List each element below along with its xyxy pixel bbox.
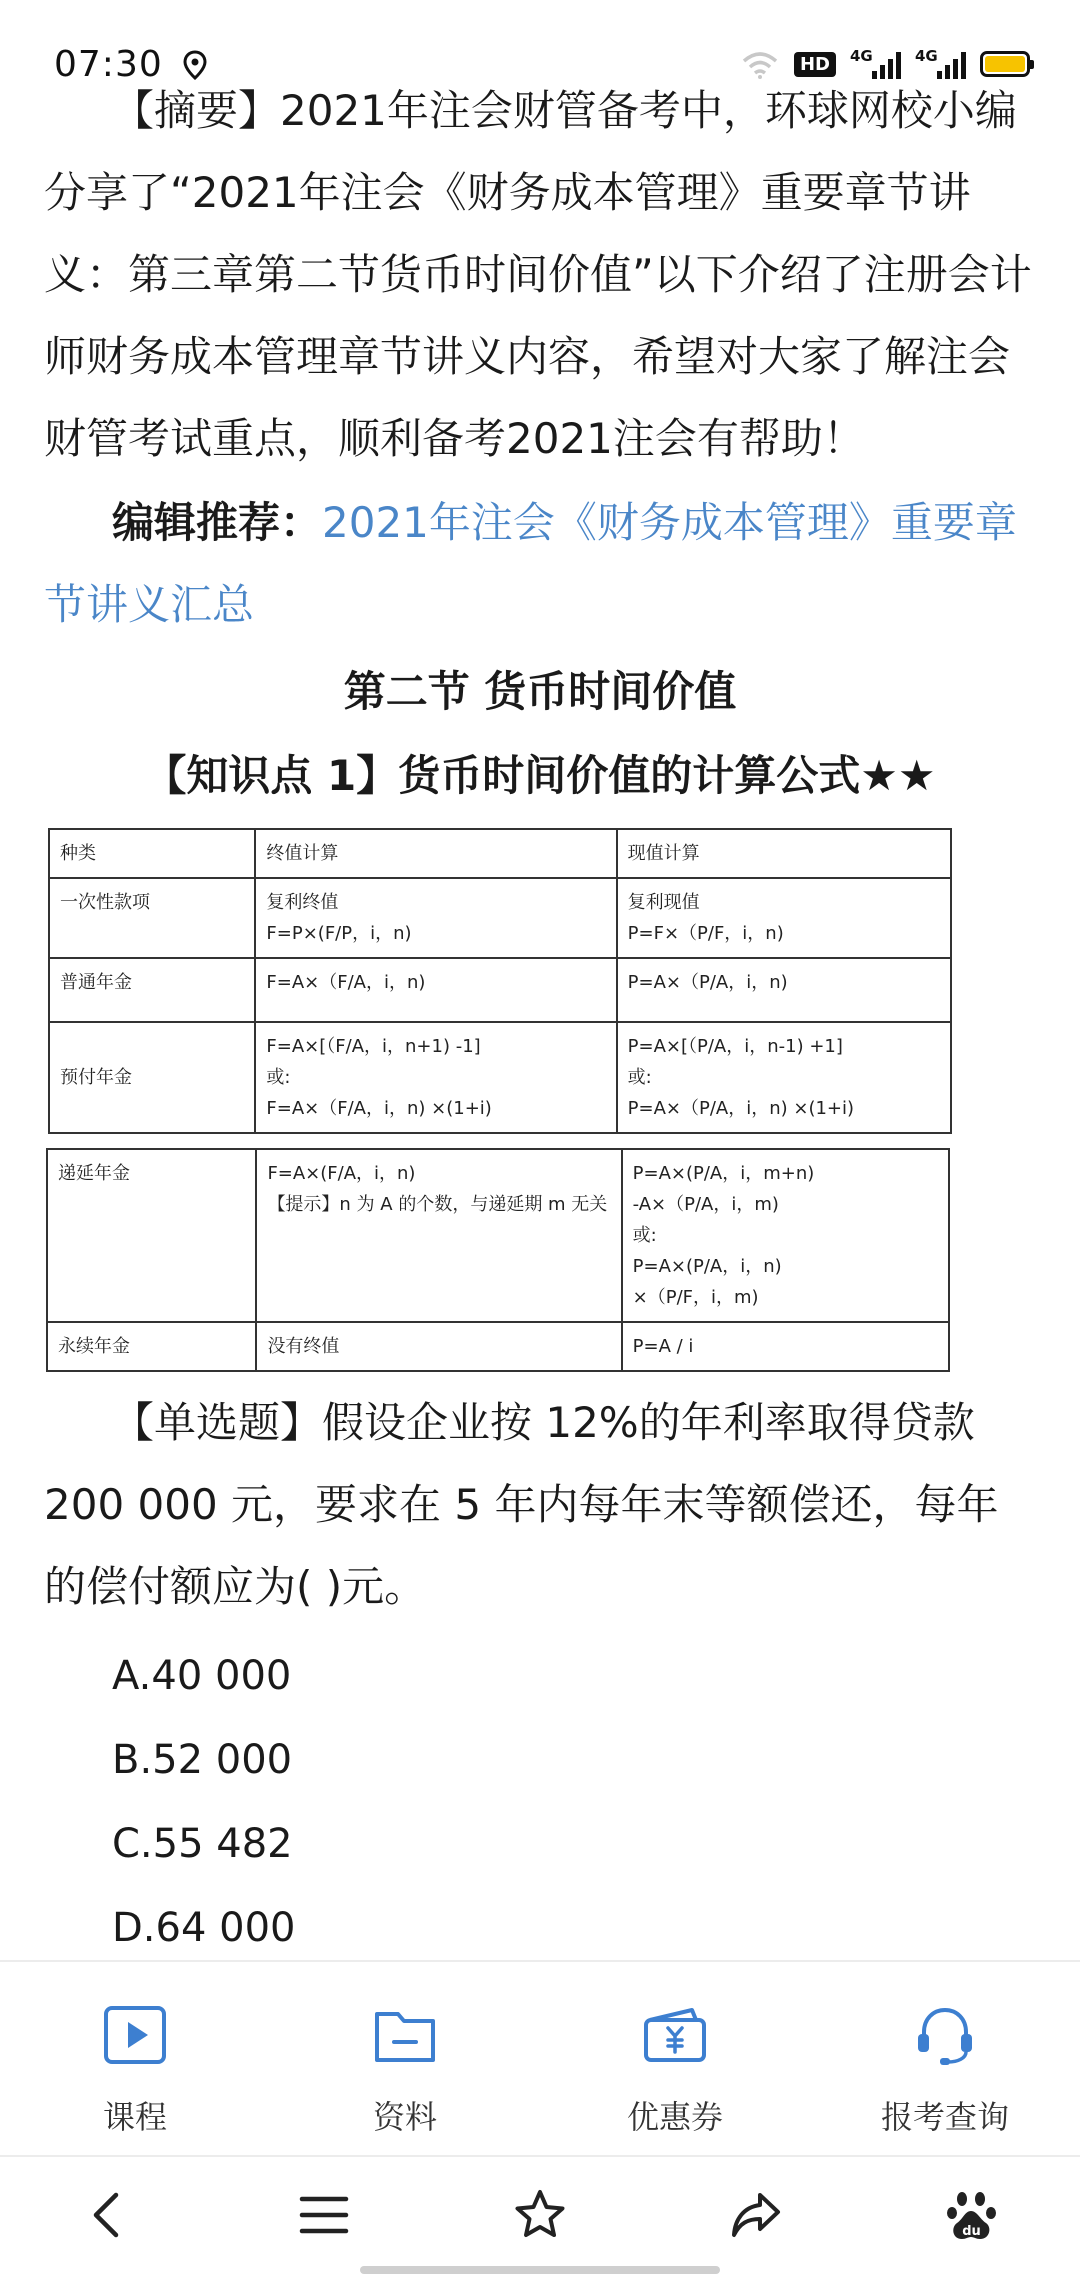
formula-table-2 bbox=[46, 1148, 950, 1372]
table-cell-type: 递延年金 bbox=[47, 1149, 256, 1322]
formula-line: P=A×(P/A，i，m+n) bbox=[632, 1163, 815, 1184]
formula-line: 没有终值 bbox=[267, 1336, 340, 1357]
formula-line: P=A×（P/A，i，n) ×(1+i) bbox=[627, 1098, 855, 1119]
formula-line: 或: bbox=[627, 1067, 652, 1088]
formula-line: F=A×（F/A，i，n) ×(1+i) bbox=[266, 1098, 492, 1119]
action-label: 课程 bbox=[102, 2098, 167, 2136]
action-exam-query-button[interactable] bbox=[810, 1962, 1080, 2157]
formula-line: F=P×(F/P，i，n) bbox=[266, 923, 412, 944]
formula-line: 或: bbox=[266, 1067, 291, 1088]
signal-icon bbox=[850, 49, 901, 79]
table-row bbox=[49, 958, 951, 1022]
table-cell-pv bbox=[622, 1322, 949, 1371]
formula-line: P=A×(P/A，i，n) bbox=[632, 1256, 782, 1277]
table-cell-type: 普通年金 bbox=[49, 958, 255, 1022]
formula-line: P=A / i bbox=[632, 1336, 694, 1357]
editor-label: 编辑推荐： bbox=[112, 498, 323, 547]
headset-icon bbox=[912, 2002, 978, 2068]
folder-icon bbox=[372, 2002, 438, 2068]
action-label: 优惠券 bbox=[626, 2098, 723, 2136]
wifi-icon bbox=[740, 49, 780, 79]
table-cell-fv bbox=[256, 1322, 621, 1371]
network-type-label: 4G bbox=[850, 47, 873, 65]
option-c: C.55 482 bbox=[112, 1821, 293, 1867]
editor-recommendation-link[interactable]: 2021年注会《财务成本管理》重要章节讲义汇总 bbox=[44, 498, 1017, 629]
editor-recommendation bbox=[44, 482, 1036, 646]
share-icon bbox=[728, 2187, 784, 2243]
option-a: A.40 000 bbox=[112, 1653, 292, 1699]
question-text: 【单选题】假设企业按 12%的年利率取得贷款 200 000 元，要求在 5 年内每年末等额偿还，每年的偿付额应为( )元。 bbox=[44, 1398, 999, 1611]
formula-line: ×（P/F，i，m) bbox=[632, 1287, 759, 1308]
home-indicator[interactable] bbox=[360, 2266, 720, 2274]
table-cell-fv bbox=[255, 878, 616, 958]
nav-favorite-button[interactable] bbox=[432, 2157, 648, 2267]
section-title: 第二节 货币时间价值 bbox=[343, 667, 737, 716]
nav-share-button[interactable] bbox=[648, 2157, 864, 2267]
option-d: D.64 000 bbox=[112, 1905, 296, 1951]
hd-voice-badge: HD bbox=[794, 52, 836, 77]
table-cell-pv bbox=[622, 1149, 949, 1322]
table-cell-type: 永续年金 bbox=[47, 1322, 256, 1371]
status-time: 07:30 bbox=[54, 44, 163, 85]
svg-text:du: du bbox=[962, 2224, 981, 2239]
table-row bbox=[47, 1322, 949, 1371]
formula-line: F=A×(F/A，i，n) bbox=[267, 1163, 416, 1184]
table-row bbox=[49, 1022, 951, 1133]
play-video-icon bbox=[102, 2002, 168, 2068]
table-row bbox=[47, 1149, 949, 1322]
option-b: B.52 000 bbox=[112, 1737, 293, 1783]
baidu-paw-icon bbox=[944, 2187, 1000, 2243]
status-bar bbox=[0, 0, 1080, 110]
action-course-button[interactable] bbox=[0, 1962, 270, 2157]
table-cell-pv bbox=[617, 958, 951, 1022]
formula-line: P=A×[（P/A，i，n-1) +1] bbox=[627, 1036, 843, 1057]
coupon-icon bbox=[642, 2002, 708, 2068]
action-label: 报考查询 bbox=[880, 2098, 1009, 2136]
table-header: 现值计算 bbox=[617, 829, 951, 878]
table-header-row bbox=[49, 829, 951, 878]
formula-line: P=F×（P/F，i，n) bbox=[627, 923, 784, 944]
formula-hint: 【提示】n 为 A 的个数，与递延期 m 无关 bbox=[267, 1194, 608, 1215]
action-label: 资料 bbox=[372, 2098, 437, 2136]
nav-back-button[interactable] bbox=[0, 2157, 216, 2267]
formula-line: F=A×（F/A，i，n) bbox=[266, 972, 426, 993]
knowledge-point-title: 【知识点 1】货币时间价值的计算公式★★ bbox=[144, 751, 936, 800]
formula-line: 复利终值 bbox=[266, 892, 339, 913]
table-cell-pv bbox=[617, 1022, 951, 1133]
action-materials-button[interactable] bbox=[270, 1962, 540, 2157]
article-content bbox=[0, 70, 1080, 1960]
bottom-action-bar bbox=[0, 1960, 1080, 2155]
table-row bbox=[49, 878, 951, 958]
nav-baidu-button[interactable] bbox=[864, 2157, 1080, 2267]
star-icon bbox=[512, 2187, 568, 2243]
battery-icon bbox=[980, 51, 1030, 77]
table-cell-type: 一次性款项 bbox=[49, 878, 255, 958]
formula-line: 复利现值 bbox=[627, 892, 700, 913]
action-coupon-button[interactable] bbox=[540, 1962, 810, 2157]
table-cell-fv bbox=[256, 1149, 621, 1322]
article-summary: 【摘要】2021年注会财管备考中，环球网校小编分享了“2021年注会《财务成本管理》重要章节讲义：第三章第二节货币时间价值”以下介绍了注册会计师财务成本管理章节讲义内容，希望对大家了解注会财管考试重点，顺利备考2021注会有帮助！ bbox=[44, 86, 1032, 463]
network-type-label-2: 4G bbox=[915, 47, 938, 65]
table-header: 种类 bbox=[49, 829, 255, 878]
back-icon bbox=[80, 2187, 136, 2243]
formula-line: F=A×[（F/A，i，n+1) -1] bbox=[266, 1036, 481, 1057]
formula-line: P=A×（P/A，i，n) bbox=[627, 972, 788, 993]
table-cell-fv bbox=[255, 1022, 616, 1133]
table-cell-type: 预付年金 bbox=[49, 1022, 255, 1133]
table-cell-pv bbox=[617, 878, 951, 958]
formula-table-1 bbox=[48, 828, 952, 1134]
signal-icon-2 bbox=[915, 49, 966, 79]
answer-options bbox=[44, 1634, 1036, 1960]
browser-nav-bar bbox=[0, 2155, 1080, 2280]
formula-line: 或: bbox=[632, 1225, 657, 1246]
location-icon bbox=[182, 50, 208, 80]
nav-menu-button[interactable] bbox=[216, 2157, 432, 2267]
table-header: 终值计算 bbox=[255, 829, 616, 878]
table-cell-fv bbox=[255, 958, 616, 1022]
formula-line: -A×（P/A，i，m) bbox=[632, 1194, 779, 1215]
menu-icon bbox=[296, 2187, 352, 2243]
